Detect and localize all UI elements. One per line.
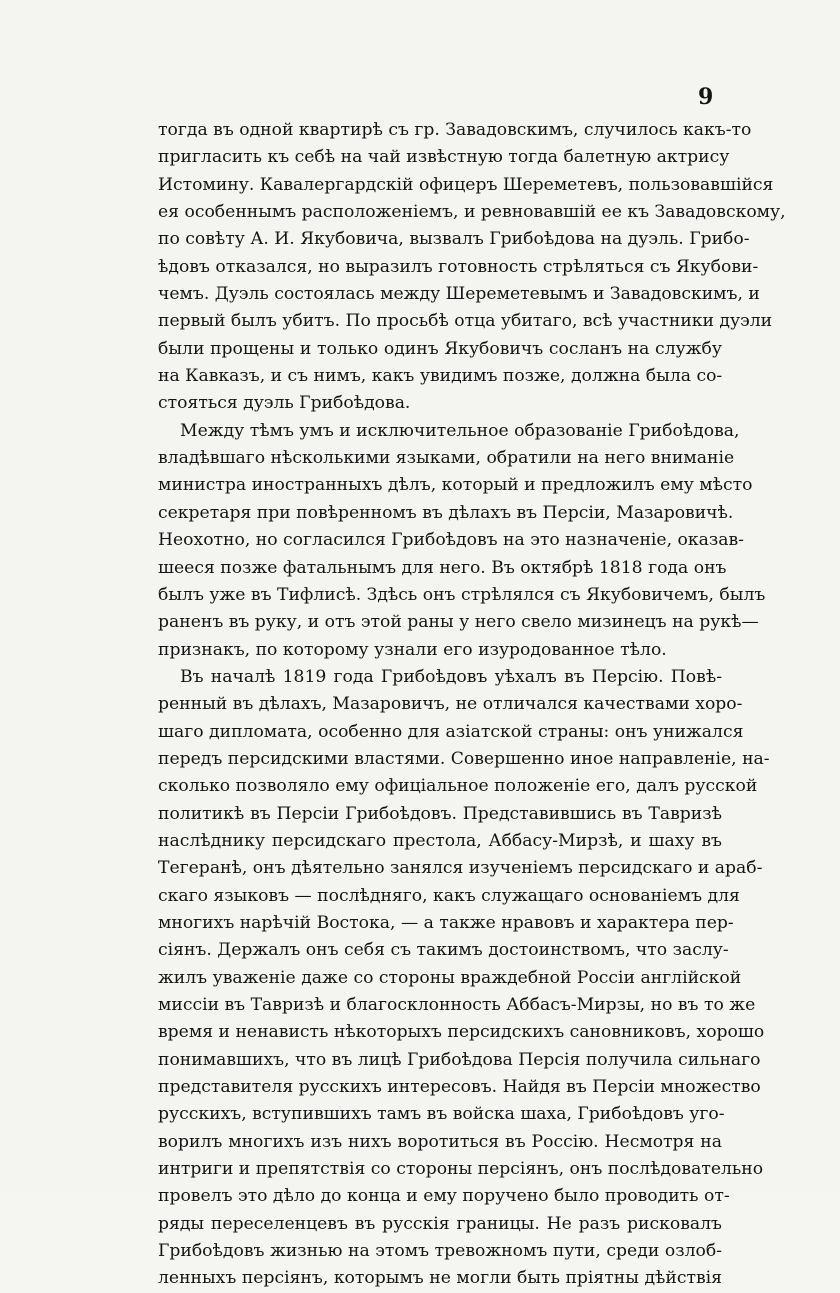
body-text — [158, 117, 786, 1293]
text-line: ѣдовъ отказался, но выразилъ готовность стрѣляться съ Якубови- — [158, 256, 759, 277]
page-number: 9 — [698, 84, 714, 110]
text-line: ея особеннымъ расположеніемъ, и ревновавшій ее къ Завадовскому, — [158, 202, 786, 223]
text-line: Истомину. Кавалергардскій офицеръ Шереметевъ, пользовавшійся — [158, 174, 774, 195]
paragraph — [158, 117, 786, 418]
text-line: Въ началѣ 1819 года Грибоѣдовъ уѣхалъ въ Персію. Повѣ- — [180, 666, 722, 687]
text-line: ренный въ дѣлахъ, Мазаровичъ, не отличался качествами хоро- — [158, 694, 743, 715]
text-line: понимавшихъ, что въ лицѣ Грибоѣдова Персія получила сильнаго — [158, 1049, 761, 1070]
text-line: былъ уже въ Тифлисѣ. Здѣсь онъ стрѣлялся съ Якубовичемъ, былъ — [158, 584, 766, 605]
text-line: многихъ нарѣчій Востока, — а также нравовъ и характера пер- — [158, 912, 734, 933]
text-line: передъ персидскими властями. Совершенно иное направленіе, на- — [158, 748, 770, 769]
paragraph — [158, 418, 766, 664]
text-line: сіянъ. Держалъ онъ себя съ такимъ достоинствомъ, что заслу- — [158, 940, 729, 961]
text-line: секретаря при повѣренномъ въ дѣлахъ въ Персіи, Мазаровичѣ. — [158, 502, 734, 523]
text-line: чемъ. Дуэль состоялась между Шереметевымъ и Завадовскимъ, и — [158, 284, 760, 305]
paragraph — [158, 664, 770, 1293]
text-line: шаго дипломата, особенно для азіатской страны: онъ унижался — [158, 721, 744, 742]
text-line: первый былъ убитъ. По просьбѣ отца убитаго, всѣ участники дуэли — [158, 311, 773, 332]
text-line: жилъ уваженіе даже со стороны враждебной Россіи англійской — [158, 967, 742, 988]
text-line: ряды переселенцевъ въ русскія границы. Не разъ рисковалъ — [158, 1213, 722, 1234]
text-line: Неохотно, но согласился Грибоѣдовъ на это назначеніе, оказав- — [158, 530, 744, 551]
text-line: миссіи въ Тавризѣ и благосклонность Аббасъ-Мирзы, но въ то же — [158, 995, 756, 1015]
text-line: по совѣту А. И. Якубовича, вызвалъ Грибоѣдова на дуэль. Грибо- — [158, 229, 750, 250]
text-line: ворилъ многихъ изъ нихъ воротиться въ Россію. Несмотря на — [158, 1131, 722, 1152]
text-line: время и ненависть нѣкоторыхъ персидскихъ сановниковъ, хорошо — [158, 1022, 765, 1043]
text-line: провелъ это дѣло до конца и ему поручено было проводить от- — [158, 1186, 730, 1207]
text-line: наслѣднику персидскаго престола, Аббасу-Мирзѣ, и шаху въ — [158, 830, 722, 851]
text-line: Тегеранѣ, онъ дѣятельно занялся изученіемъ персидскаго и араб- — [158, 858, 763, 879]
text-line: скаго языковъ — послѣдняго, какъ служащаго основаніемъ для — [158, 885, 740, 906]
text-line: министра иностранныхъ дѣлъ, который и предложилъ ему мѣсто — [158, 475, 753, 496]
text-line: тогда въ одной квартирѣ съ гр. Завадовскимъ, случилось какъ-то — [158, 120, 752, 140]
text-line: стояться дуэль Грибоѣдова. — [158, 393, 411, 414]
text-line: сколько позволяло ему офиціальное положеніе его, далъ русской — [158, 776, 758, 797]
text-line: Грибоѣдовъ жизнью на этомъ тревожномъ пути, среди озлоб- — [158, 1241, 722, 1262]
text-line: были прощены и только одинъ Якубовичъ сосланъ на службу — [158, 338, 722, 359]
text-line: шееся позже фатальнымъ для него. Въ октябрѣ 1818 года онъ — [158, 557, 727, 578]
text-line: раненъ въ руку, и отъ этой раны у него свело мизинецъ на рукѣ— — [158, 612, 759, 633]
text-line: политикѣ въ Персіи Грибоѣдовъ. Представившись въ Тавризѣ — [158, 803, 722, 824]
text-line: признакъ, по которому узнали его изуродованное тѣло. — [158, 639, 667, 660]
text-line: интриги и препятствія со стороны персіянъ, онъ послѣдовательно — [158, 1159, 764, 1180]
text-line: русскихъ, вступившихъ тамъ въ войска шаха, Грибоѣдовъ уго- — [158, 1104, 725, 1125]
text-line: Между тѣмъ умъ и исключительное образованіе Грибоѣдова, — [180, 420, 740, 441]
text-line: ленныхъ персіянъ, которымъ не могли быть пріятны дѣйствія — [158, 1268, 722, 1289]
text-line: представителя русскихъ интересовъ. Найдя въ Персіи множество — [158, 1077, 761, 1098]
text-line: пригласить къ себѣ на чай извѣстную тогда балетную актрису — [158, 147, 730, 168]
text-line: владѣвшаго нѣсколькими языками, обратили на него вниманіе — [158, 448, 735, 469]
text-line: на Кавказъ, и съ нимъ, какъ увидимъ позже, должна была со- — [158, 366, 723, 387]
